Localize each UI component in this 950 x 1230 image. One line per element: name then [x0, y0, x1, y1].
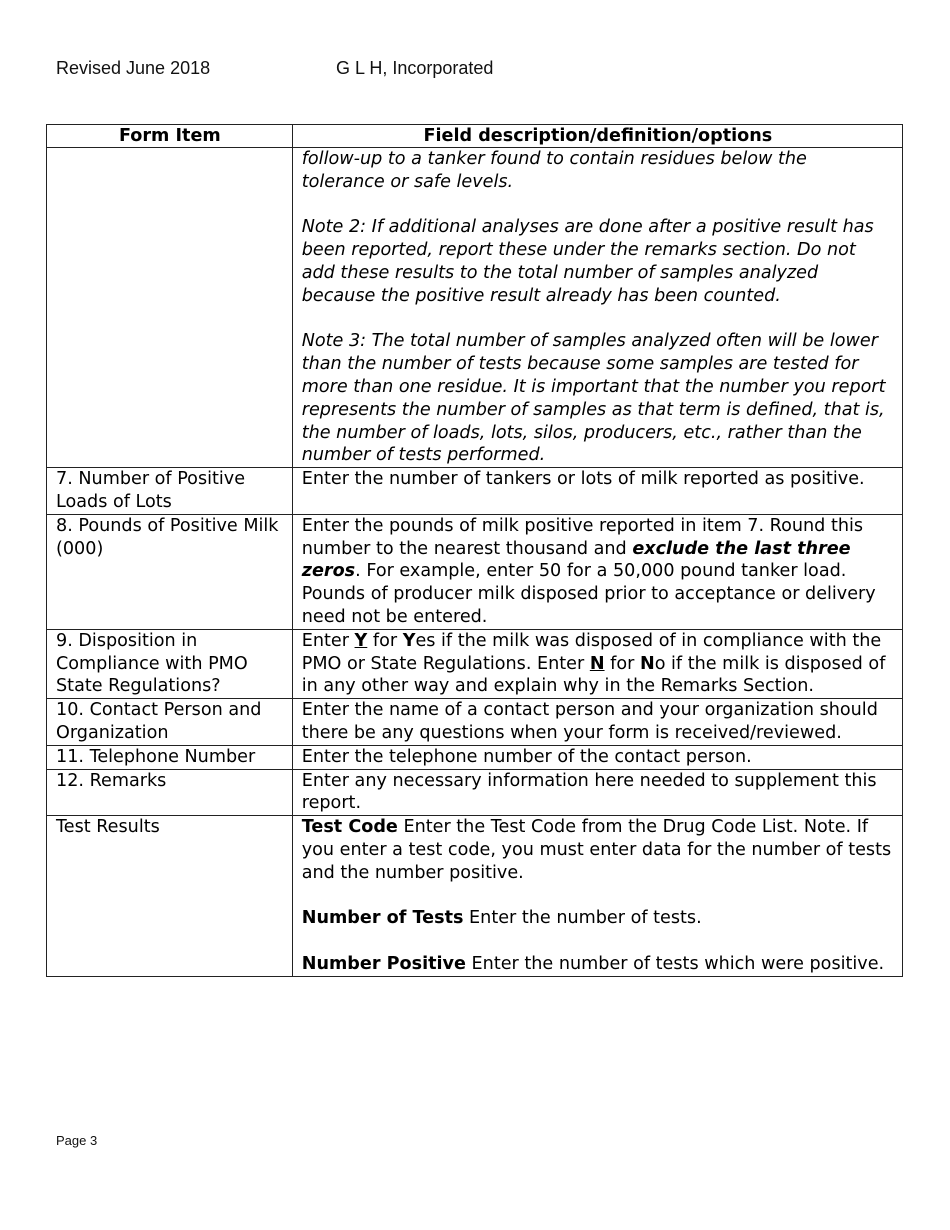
company-name: G L H, Incorporated — [336, 58, 494, 78]
description-text: for — [604, 653, 640, 674]
description-cell: Enter the telephone number of the contact person. — [292, 745, 902, 769]
form-item-cell: 11. Telephone Number — [47, 745, 293, 769]
description-cell: Enter the name of a contact person and your organization should there be any questions when your form is received/reviewed. — [292, 699, 902, 746]
form-item-cell: 10. Contact Person and Organization — [47, 699, 293, 746]
no-code: N — [589, 653, 605, 674]
form-item-cell: Test Results — [47, 816, 293, 977]
yes-code: Y — [354, 630, 368, 651]
description-cell — [292, 514, 902, 629]
form-item-cell — [47, 148, 293, 468]
table-row — [47, 514, 903, 629]
no-initial: N — [639, 653, 655, 674]
revised-date: Revised June 2018 — [56, 58, 211, 78]
description-cell: Enter any necessary information here needed to supplement this report. — [292, 769, 902, 816]
description-cell — [292, 629, 902, 698]
description-cell — [292, 148, 902, 468]
table-row — [47, 468, 903, 515]
column-header-form-item: Form Item — [47, 125, 293, 148]
table-row — [47, 816, 903, 977]
note-3-text: Note 3: The total number of samples analyzed often will be lower than the number of tests because some samples are tested for more than one residue. It is important that the number you report represents the number of samples as that term is defined, that is, the number of loads, lots, silos, producers, etc., rather than the number of tests performed. — [301, 331, 886, 466]
description-text: es if the milk was disposed of in compliance with the PMO or State Regulations. Enter — [301, 630, 882, 674]
form-item-cell: 8. Pounds of Positive Milk (000) — [47, 514, 293, 629]
column-header-field-description: Field description/definition/options — [292, 125, 902, 148]
number-positive-text: Enter the number of tests which were positive. — [465, 953, 885, 974]
table-row — [47, 745, 903, 769]
number-of-tests-label: Number of Tests — [301, 908, 464, 929]
table-row — [47, 629, 903, 698]
description-cell — [292, 816, 902, 977]
description-text: Enter — [301, 630, 355, 651]
test-code-label: Test Code — [301, 817, 398, 838]
form-definitions-table — [46, 124, 903, 977]
page-number: Page 3 — [56, 1133, 98, 1148]
continued-note-text: follow-up to a tanker found to contain residues below the tolerance or safe levels. — [301, 149, 807, 192]
description-cell: Enter the number of tankers or lots of milk reported as positive. — [292, 468, 902, 515]
number-positive-label: Number Positive — [301, 953, 466, 974]
form-item-cell: 7. Number of Positive Loads of Lots — [47, 468, 293, 515]
note-2-text: Note 2: If additional analyses are done after a positive result has been reported, report these under the remarks section. Do not add these results to the total number of samples analyzed because the positive result already has been counted. — [301, 217, 874, 306]
form-item-cell: 9. Disposition in Compliance with PMO State Regulations? — [47, 629, 293, 698]
yes-initial: Y — [402, 630, 416, 651]
test-code-text: Enter the Test Code from the Drug Code List. Note. If you enter a test code, you must enter data for the number of tests and the number positive. — [301, 817, 892, 883]
number-of-tests-text: Enter the number of tests. — [463, 908, 702, 929]
description-text: for — [367, 630, 403, 651]
table-header-row — [47, 125, 903, 148]
table-row — [47, 769, 903, 816]
description-text: Enter the pounds of milk positive reported in item 7. Round this number to the nearest thousand and — [301, 515, 864, 559]
table-row — [47, 148, 903, 468]
description-text: . For example, enter 50 for a 50,000 pound tanker load. Pounds of producer milk disposed prior to acceptance or delivery need not be entered. — [301, 561, 876, 627]
table-row — [47, 699, 903, 746]
form-item-cell: 12. Remarks — [47, 769, 293, 816]
emphasis-text: exclude the last three zeros — [301, 538, 851, 582]
description-text: o if the milk is disposed of in any other way and explain why in the Remarks Section. — [301, 653, 886, 697]
